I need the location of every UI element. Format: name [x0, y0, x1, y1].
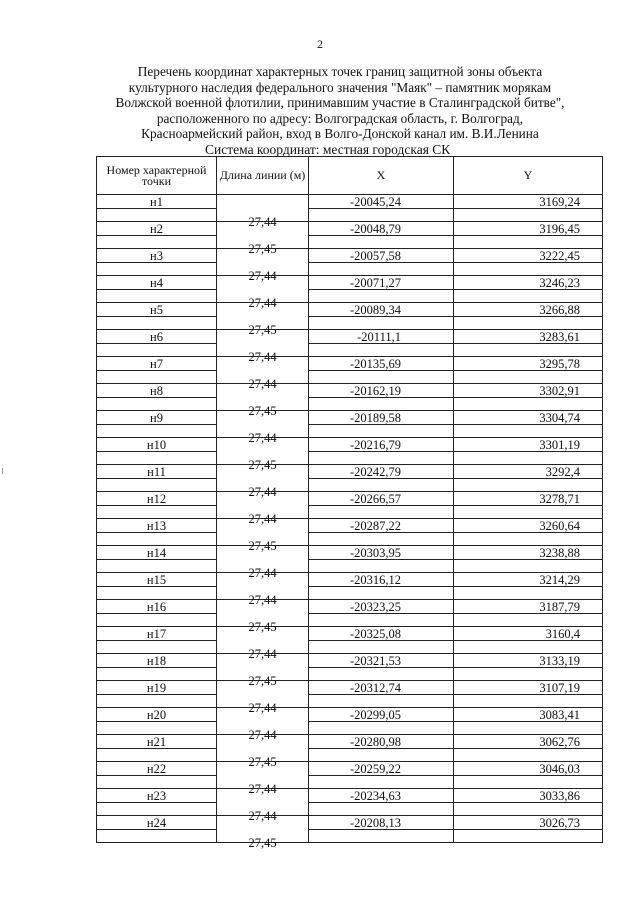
y-spacer-cell	[454, 721, 603, 735]
point-spacer-cell	[97, 505, 217, 519]
title-line: культурного наследия федерального значения "Маяк" – памятник морякам	[128, 79, 552, 95]
point-cell: н5	[97, 303, 217, 317]
length-value: 27,44	[248, 647, 277, 661]
x-spacer-cell	[309, 397, 454, 411]
y-cell: 3278,71	[454, 492, 603, 506]
x-cell: -20234,63	[309, 789, 454, 803]
y-spacer-cell	[454, 505, 603, 519]
header-point: Номер характерной точки	[97, 157, 217, 195]
y-spacer-cell	[454, 802, 603, 816]
table-row	[97, 762, 603, 776]
point-cell: н8	[97, 384, 217, 398]
point-spacer-cell	[97, 451, 217, 465]
y-cell: 3046,03	[454, 762, 603, 776]
table-spacer-row	[97, 613, 603, 627]
y-cell: 3295,78	[454, 357, 603, 371]
x-cell: -20316,12	[309, 573, 454, 587]
point-cell: н4	[97, 276, 217, 290]
x-spacer-cell	[309, 505, 454, 519]
table-row	[97, 492, 603, 506]
y-cell: 3283,61	[454, 330, 603, 344]
y-cell: 3033,86	[454, 789, 603, 803]
y-spacer-cell	[454, 613, 603, 627]
table-row	[97, 276, 603, 290]
y-spacer-cell	[454, 289, 603, 303]
y-spacer-cell	[454, 343, 603, 357]
table-row	[97, 573, 603, 587]
length-value: 27,44	[248, 350, 277, 364]
table-row	[97, 600, 603, 614]
table-row	[97, 654, 603, 668]
y-spacer-cell	[454, 478, 603, 492]
table-row	[97, 708, 603, 722]
table-spacer-row	[97, 748, 603, 762]
length-value: 27,45	[248, 620, 277, 634]
point-cell: н3	[97, 249, 217, 263]
point-spacer-cell	[97, 289, 217, 303]
point-spacer-cell	[97, 343, 217, 357]
y-spacer-cell	[454, 667, 603, 681]
point-cell: н12	[97, 492, 217, 506]
y-spacer-cell	[454, 829, 603, 843]
y-cell: 3222,45	[454, 249, 603, 263]
length-value: 27,44	[248, 809, 277, 823]
table-spacer-row	[97, 802, 603, 816]
y-cell: 3026,73	[454, 816, 603, 830]
y-spacer-cell	[454, 208, 603, 222]
table-spacer-row	[97, 559, 603, 573]
x-spacer-cell	[309, 613, 454, 627]
y-cell: 3301,19	[454, 438, 603, 452]
point-spacer-cell	[97, 370, 217, 384]
x-cell: -20189,58	[309, 411, 454, 425]
x-cell: -20216,79	[309, 438, 454, 452]
x-spacer-cell	[309, 802, 454, 816]
table-row	[97, 546, 603, 560]
table-row	[97, 735, 603, 749]
point-cell: н22	[97, 762, 217, 776]
x-spacer-cell	[309, 694, 454, 708]
point-spacer-cell	[97, 613, 217, 627]
y-cell: 3266,88	[454, 303, 603, 317]
x-spacer-cell	[309, 721, 454, 735]
point-cell: н13	[97, 519, 217, 533]
length-value: 27,45	[248, 404, 277, 418]
length-value: 27,45	[248, 458, 277, 472]
header-x: X	[309, 157, 454, 195]
y-spacer-cell	[454, 775, 603, 789]
point-cell: н23	[97, 789, 217, 803]
point-spacer-cell	[97, 694, 217, 708]
y-spacer-cell	[454, 559, 603, 573]
x-spacer-cell	[309, 532, 454, 546]
table-spacer-row	[97, 451, 603, 465]
x-spacer-cell	[309, 262, 454, 276]
x-spacer-cell	[309, 289, 454, 303]
title-line: Красноармейский район, вход в Волго-Донской канал им. В.И.Ленина	[141, 126, 539, 142]
x-spacer-cell	[309, 235, 454, 249]
table-spacer-row	[97, 478, 603, 492]
y-spacer-cell	[454, 235, 603, 249]
point-spacer-cell	[97, 397, 217, 411]
title-line: Волжской военной флотилии, принимавшим участие в Сталинградской битве",	[115, 95, 565, 111]
length-value: 27,45	[248, 755, 277, 769]
length-value: 27,45	[248, 323, 277, 337]
y-spacer-cell	[454, 640, 603, 654]
table-row	[97, 519, 603, 533]
coordinates-table	[96, 156, 603, 850]
y-cell: 3292,4	[454, 465, 603, 479]
table-spacer-row	[97, 694, 603, 708]
table-spacer-row	[97, 370, 603, 384]
x-cell: -20325,08	[309, 627, 454, 641]
point-spacer-cell	[97, 424, 217, 438]
table-spacer-row	[97, 505, 603, 519]
title-line: расположенного по адресу: Волгоградская область, г. Волгоград,	[156, 110, 524, 126]
x-cell: -20071,27	[309, 276, 454, 290]
y-cell: 3133,19	[454, 654, 603, 668]
point-cell: н7	[97, 357, 217, 371]
y-cell: 3246,23	[454, 276, 603, 290]
table-spacer-row	[97, 532, 603, 546]
table-spacer-row	[97, 667, 603, 681]
table-row	[97, 816, 603, 830]
y-cell: 3238,88	[454, 546, 603, 560]
table-row	[97, 330, 603, 344]
point-cell: н18	[97, 654, 217, 668]
table-row	[97, 627, 603, 641]
y-cell: 3214,29	[454, 573, 603, 587]
x-spacer-cell	[309, 424, 454, 438]
point-spacer-cell	[97, 316, 217, 330]
table-spacer-row	[97, 424, 603, 438]
length-value: 27,44	[248, 701, 277, 715]
table-spacer-row	[97, 640, 603, 654]
table-row	[97, 411, 603, 425]
document-title	[70, 64, 610, 142]
point-spacer-cell	[97, 262, 217, 276]
point-cell: н9	[97, 411, 217, 425]
x-spacer-cell	[309, 775, 454, 789]
table-row	[97, 789, 603, 803]
x-spacer-cell	[309, 586, 454, 600]
point-cell: н20	[97, 708, 217, 722]
point-cell: н1	[97, 195, 217, 209]
point-cell: н2	[97, 222, 217, 236]
table-row	[97, 465, 603, 479]
point-cell: н17	[97, 627, 217, 641]
table-spacer-row	[97, 343, 603, 357]
y-cell: 3169,24	[454, 195, 603, 209]
point-cell: н14	[97, 546, 217, 560]
y-cell: 3304,74	[454, 411, 603, 425]
point-cell: н24	[97, 816, 217, 830]
table-row	[97, 681, 603, 695]
x-cell: -20048,79	[309, 222, 454, 236]
x-cell: -20208,13	[309, 816, 454, 830]
x-spacer-cell	[309, 478, 454, 492]
point-spacer-cell	[97, 640, 217, 654]
coordinates-table-container	[96, 156, 602, 850]
length-value: 27,45	[248, 242, 277, 256]
point-spacer-cell	[97, 802, 217, 816]
point-cell: н10	[97, 438, 217, 452]
x-spacer-cell	[309, 208, 454, 222]
point-spacer-cell	[97, 208, 217, 222]
point-spacer-cell	[97, 775, 217, 789]
x-spacer-cell	[309, 343, 454, 357]
point-cell: н19	[97, 681, 217, 695]
point-spacer-cell	[97, 532, 217, 546]
point-spacer-cell	[97, 748, 217, 762]
point-spacer-cell	[97, 235, 217, 249]
y-cell: 3083,41	[454, 708, 603, 722]
y-spacer-cell	[454, 586, 603, 600]
x-cell: -20323,25	[309, 600, 454, 614]
point-spacer-cell	[97, 721, 217, 735]
page-number: 2	[317, 37, 323, 51]
y-spacer-cell	[454, 748, 603, 762]
point-spacer-cell	[97, 667, 217, 681]
y-cell: 3302,91	[454, 384, 603, 398]
table-row	[97, 357, 603, 371]
length-value: 27,44	[248, 377, 277, 391]
length-value: 27,44	[248, 485, 277, 499]
x-cell: -20135,69	[309, 357, 454, 371]
x-spacer-cell	[309, 640, 454, 654]
table-spacer-row	[97, 829, 603, 843]
header-y: Y	[454, 157, 603, 195]
x-cell: -20162,19	[309, 384, 454, 398]
margin-mark	[2, 468, 3, 474]
x-cell: -20111,1	[309, 330, 454, 344]
table-spacer-row	[97, 316, 603, 330]
table-row	[97, 222, 603, 236]
y-spacer-cell	[454, 451, 603, 465]
x-cell: -20312,74	[309, 681, 454, 695]
point-spacer-cell	[97, 559, 217, 573]
y-spacer-cell	[454, 397, 603, 411]
y-spacer-cell	[454, 316, 603, 330]
x-cell: -20057,58	[309, 249, 454, 263]
table-body	[97, 194, 603, 850]
point-cell: н16	[97, 600, 217, 614]
table-row	[97, 384, 603, 398]
x-cell: -20259,22	[309, 762, 454, 776]
length-value: 27,44	[248, 296, 277, 310]
table-header-row	[97, 157, 603, 195]
y-spacer-cell	[454, 424, 603, 438]
point-cell: н11	[97, 465, 217, 479]
table-spacer-row	[97, 775, 603, 789]
x-cell: -20266,57	[309, 492, 454, 506]
x-spacer-cell	[309, 316, 454, 330]
length-value: 27,45	[248, 539, 277, 553]
y-cell: 3196,45	[454, 222, 603, 236]
y-cell: 3107,19	[454, 681, 603, 695]
table-spacer-row	[97, 721, 603, 735]
x-spacer-cell	[309, 829, 454, 843]
x-cell: -20303,95	[309, 546, 454, 560]
x-cell: -20299,05	[309, 708, 454, 722]
length-value: 27,44	[248, 512, 277, 526]
point-spacer-cell	[97, 478, 217, 492]
coordinate-system-caption: Система координат: местная городская СК	[205, 142, 451, 157]
length-value: 27,44	[248, 269, 277, 283]
y-spacer-cell	[454, 694, 603, 708]
x-spacer-cell	[309, 667, 454, 681]
point-cell: н21	[97, 735, 217, 749]
x-cell: -20287,22	[309, 519, 454, 533]
table-row	[97, 303, 603, 317]
table-spacer-row	[97, 262, 603, 276]
y-cell: 3260,64	[454, 519, 603, 533]
x-cell: -20280,98	[309, 735, 454, 749]
x-spacer-cell	[309, 451, 454, 465]
table-spacer-row	[97, 208, 603, 222]
length-value: 27,45	[248, 836, 277, 850]
table-spacer-row	[97, 397, 603, 411]
x-cell: -20089,34	[309, 303, 454, 317]
table-spacer-row	[97, 586, 603, 600]
point-cell: н6	[97, 330, 217, 344]
table-row	[97, 195, 603, 209]
table-row	[97, 438, 603, 452]
point-spacer-cell	[97, 829, 217, 843]
x-cell: -20321,53	[309, 654, 454, 668]
table-row	[97, 249, 603, 263]
y-cell: 3187,79	[454, 600, 603, 614]
x-spacer-cell	[309, 748, 454, 762]
point-cell: н15	[97, 573, 217, 587]
y-spacer-cell	[454, 370, 603, 384]
length-value: 27,44	[248, 431, 277, 445]
y-spacer-cell	[454, 262, 603, 276]
x-spacer-cell	[309, 559, 454, 573]
y-cell: 3160,4	[454, 627, 603, 641]
x-spacer-cell	[309, 370, 454, 384]
length-value: 27,44	[248, 782, 277, 796]
table-spacer-row	[97, 235, 603, 249]
x-cell: -20242,79	[309, 465, 454, 479]
length-cell	[217, 195, 309, 229]
length-value: 27,44	[248, 593, 277, 607]
length-value: 27,44	[248, 728, 277, 742]
point-spacer-cell	[97, 586, 217, 600]
title-line: Перечень координат характерных точек границ защитной зоны объекта	[137, 64, 543, 79]
table-spacer-row	[97, 289, 603, 303]
length-value: 27,44	[248, 215, 277, 229]
length-value: 27,44	[248, 566, 277, 580]
header-length: Длина линии (м)	[217, 157, 309, 195]
x-cell: -20045,24	[309, 195, 454, 209]
length-value: 27,45	[248, 674, 277, 688]
y-spacer-cell	[454, 532, 603, 546]
y-cell: 3062,76	[454, 735, 603, 749]
